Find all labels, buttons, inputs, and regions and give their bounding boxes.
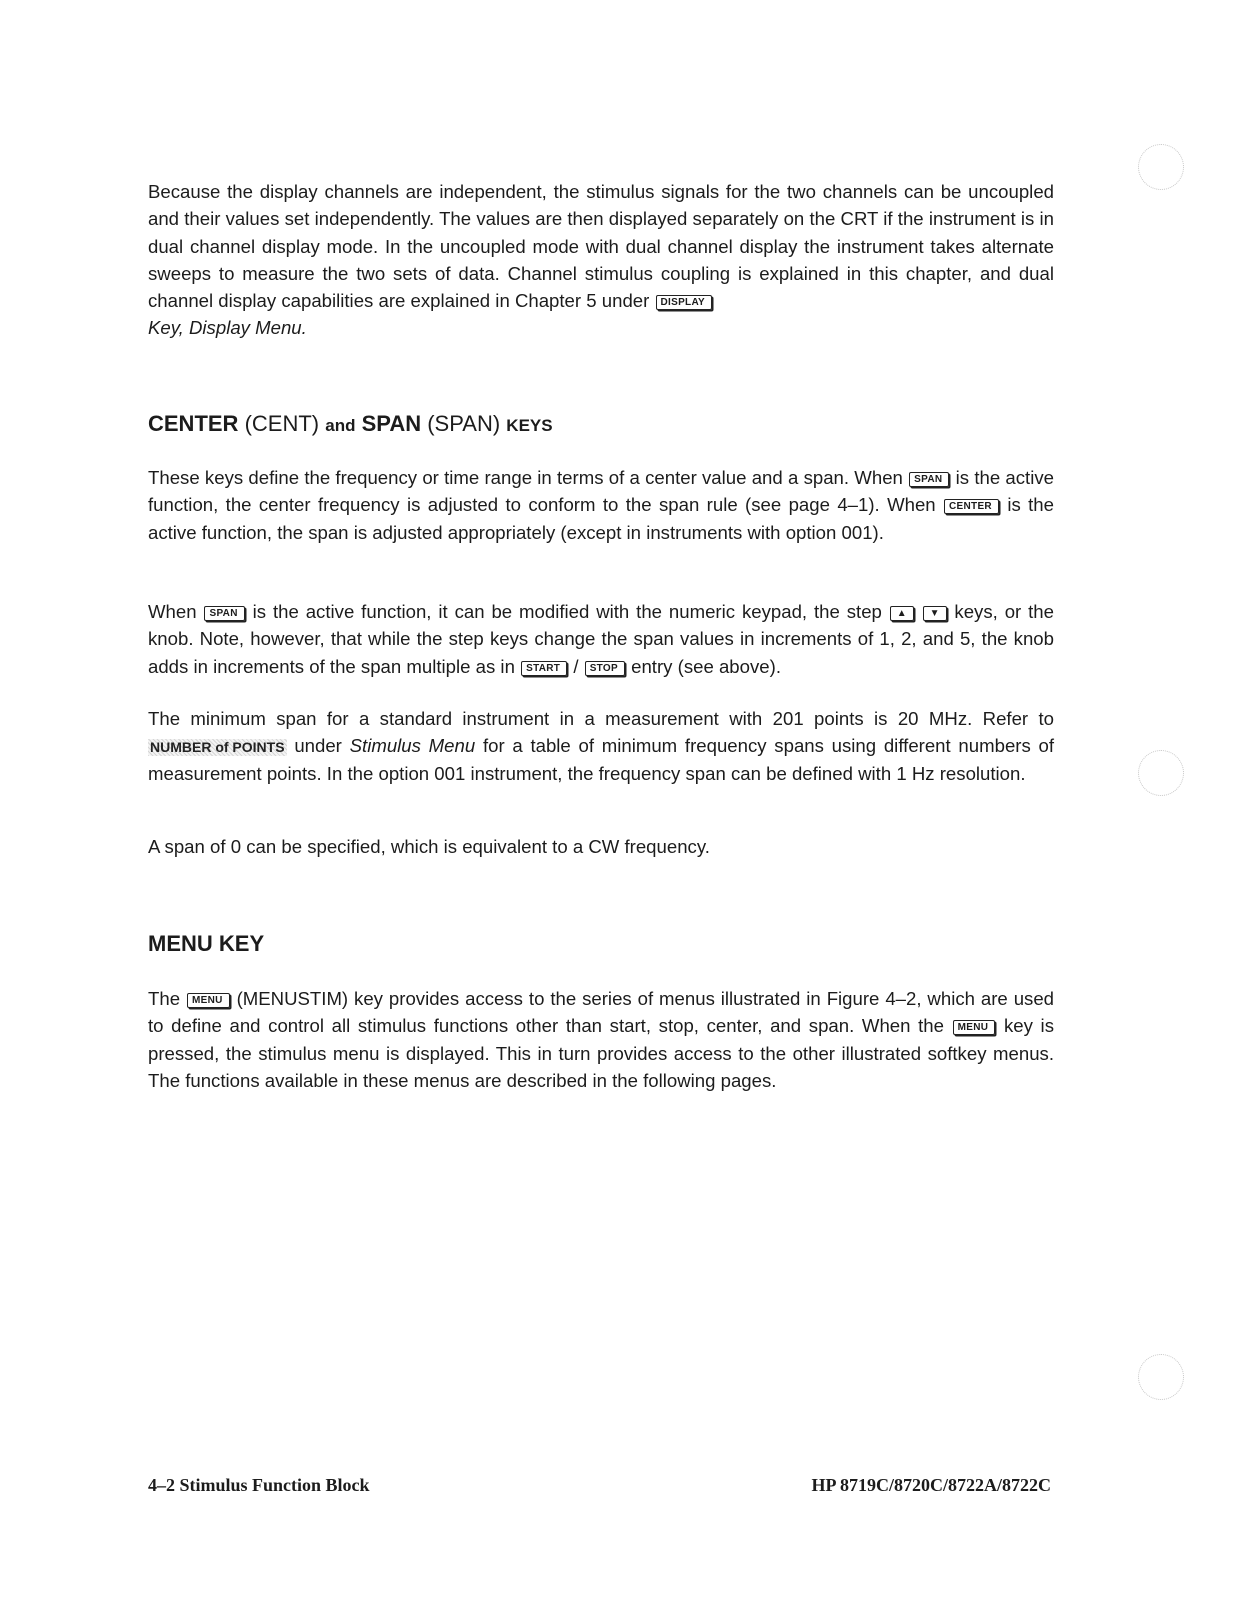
center-span-para-4-wrap — [148, 833, 1054, 860]
span-key: SPAN — [204, 606, 244, 621]
center-span-para-1-wrap — [148, 464, 1054, 546]
stop-key: STOP — [585, 661, 625, 676]
intro-paragraph: Because the display channels are independent, the stimulus signals for the two channels can be uncoupled and their values set independently. The values are then displayed separately on the CRT if the instrument is in dual channel display mode. In the uncoupled mode with dual channel display the instrument takes alternate sweeps to measure the two sets of data. Channel stimulus coupling is explained in this chapter, and dual channel display capabilities are explained in Chapter 5 under DISPLAY Key, Display Menu. — [148, 181, 1054, 339]
menu-key-paragraph: The MENU (MENUSTIM) key provides access to the series of menus illustrated in Figure 4–2, which are used to define and control all stimulus functions other than start, stop, center, and span. When the MENU key is pressed, the stimulus menu is displayed. This in turn provides access to the other illustrated softkey menus. The functions available in these menus are described in the following pages. — [148, 988, 1055, 1091]
center-key: CENTER — [944, 499, 999, 514]
footer-page-label: 4–2 Stimulus Function Block — [148, 1475, 370, 1495]
center-span-para-3-wrap — [148, 705, 1054, 787]
menu-key-heading-wrap — [148, 930, 1054, 958]
footer-model-label: HP 8719C/8720C/8722A/8722C — [811, 1475, 1051, 1495]
center-span-para-2-wrap — [148, 598, 1054, 680]
stimulus-menu-reference: Stimulus Menu — [349, 735, 476, 757]
step-up-key-icon: ▲ — [890, 606, 914, 621]
menu-key-heading: MENU KEY — [148, 931, 265, 956]
start-key: START — [521, 661, 567, 676]
intro-section — [148, 178, 1054, 342]
menu-key-para-wrap — [148, 985, 1054, 1094]
span-key: SPAN — [909, 472, 949, 487]
step-down-key-icon: ▼ — [923, 606, 947, 621]
center-span-section-heading-wrap — [148, 410, 1054, 440]
number-of-points-softkey: NUMBER of POINTS — [150, 739, 285, 756]
display-menu-reference: Key, Display Menu. — [148, 317, 307, 339]
center-span-paragraph-3: The minimum span for a standard instrument in a measurement with 201 points is 20 MHz. Refer to NUMBER of POINTS under Stimulus Menu for a table of minimum frequency spans using different numbers of measurement points. In the option 001 instrument, the frequency span can be defined with 1 Hz resolution. — [148, 708, 1055, 784]
menu-key: MENU — [187, 993, 230, 1008]
center-span-paragraph-2: When SPAN is the active function, it can be modified with the numeric keypad, the step ▲ ▼ keys, or the knob. Note, however, that while the step keys change the span values in increments of 1, 2, and 5, the knob adds in increments of the span multiple as in START / STOP entry (see above). — [148, 601, 1054, 677]
punch-hole-mark — [1138, 1354, 1184, 1400]
display-key: DISPLAY — [656, 295, 713, 310]
center-span-heading: CENTER (CENT) and SPAN (SPAN) KEYS — [148, 411, 553, 436]
center-span-paragraph-1: These keys define the frequency or time range in terms of a center value and a span. When SPAN is the active function, the center frequency is adjusted to conform to the span rule (see page 4–1). When CENTER is the active function, the span is adjusted appropriately (except in instruments with option 001). — [148, 467, 1054, 543]
menu-key: MENU — [953, 1020, 996, 1035]
punch-hole-mark — [1138, 750, 1184, 796]
punch-hole-mark — [1138, 144, 1184, 190]
center-span-paragraph-4: A span of 0 can be specified, which is equivalent to a CW frequency. — [148, 836, 710, 857]
